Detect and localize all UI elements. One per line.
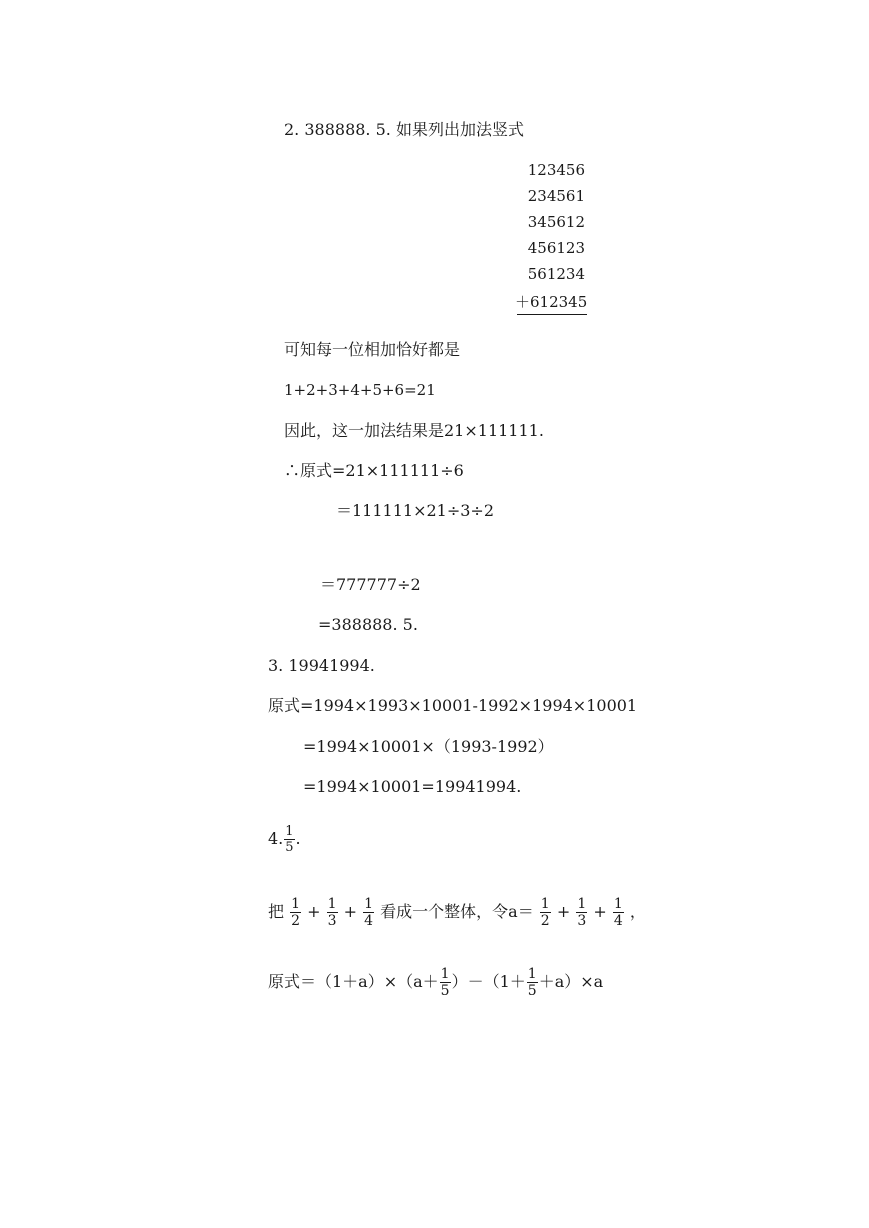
addend-6: ＋612345 [515,293,588,311]
fraction-denominator: 5 [440,983,450,999]
intro-middle: 看成一个整体，令a＝ [380,902,534,921]
problem-4-expression [268,964,603,1000]
addend-1: 123456 [527,161,585,179]
fraction-one-quarter [363,896,374,929]
sum-rule [517,314,587,315]
addend-5: 561234 [527,265,585,283]
problem-2-step-2: ＝111111×21÷3÷2 [336,501,495,520]
fraction-one-third [327,896,338,929]
fraction-numerator: 1 [613,896,623,912]
problem-4-heading [268,822,301,856]
expression-end: ＋a）×a [538,972,604,991]
expression-middle: ）－（1＋ [451,972,526,991]
expression-start: 原式＝（1＋a）×（a＋ [268,972,439,991]
plus-sign: + [593,902,607,921]
fraction-denominator: 3 [327,913,337,929]
fraction-one-third [576,896,587,929]
fraction-one-half [290,896,301,929]
fraction-denominator: 2 [540,913,550,929]
fraction-one-fifth [527,966,538,999]
fraction-numerator: 1 [527,966,537,982]
problem-2-step-3: ＝777777÷2 [320,575,421,594]
problem-2-note-1: 可知每一位相加恰好都是 [284,340,461,359]
plus-sign: + [556,902,571,921]
answer-fraction [284,824,294,855]
fraction-numerator: 1 [577,896,587,912]
problem-4-label: 4. [268,829,284,848]
fraction-numerator: 1 [364,896,374,912]
intro-prefix: 把 [268,902,285,921]
problem-4-intro [268,894,646,930]
fraction-one-half [540,896,551,929]
fraction-numerator: 1 [540,896,550,912]
intro-end: ， [629,902,646,921]
addend-4: 456123 [527,239,585,257]
plus-sign: + [307,902,321,921]
fraction-denominator: 3 [577,913,587,929]
problem-3-step-2: =1994×10001×（1993-1992） [303,737,554,756]
fraction-numerator: 1 [327,896,337,912]
problem-2-step-1: ∴原式=21×111111÷6 [284,461,464,480]
problem-3-heading: 3. 19941994. [268,656,375,675]
addend-2: 234561 [527,187,585,205]
fraction-denominator: 5 [527,983,537,999]
fraction-denominator: 4 [364,913,374,929]
problem-2-digit-sum: 1+2+3+4+5+6=21 [284,381,436,399]
problem-2-step-4: =388888. 5. [318,615,418,634]
addend-3: 345612 [527,213,585,231]
problem-3-step-1: 原式=1994×1993×10001-1992×1994×10001 [268,696,638,715]
fraction-numerator: 1 [440,966,450,982]
fraction-denominator: 4 [613,913,623,929]
fraction-denominator: 2 [291,913,301,929]
plus-sign: + [343,902,358,921]
problem-3-step-3: =1994×10001=19941994. [303,777,522,796]
answer-denominator: 5 [285,840,294,855]
problem-2-heading: 2. 388888. 5. 如果列出加法竖式 [284,120,524,139]
answer-period: . [295,829,301,848]
fraction-one-quarter [613,896,624,929]
answer-numerator: 1 [285,824,294,839]
problem-2-note-2: 因此，这一加法结果是21×111111. [284,421,544,440]
fraction-one-fifth [440,966,451,999]
fraction-numerator: 1 [291,896,301,912]
